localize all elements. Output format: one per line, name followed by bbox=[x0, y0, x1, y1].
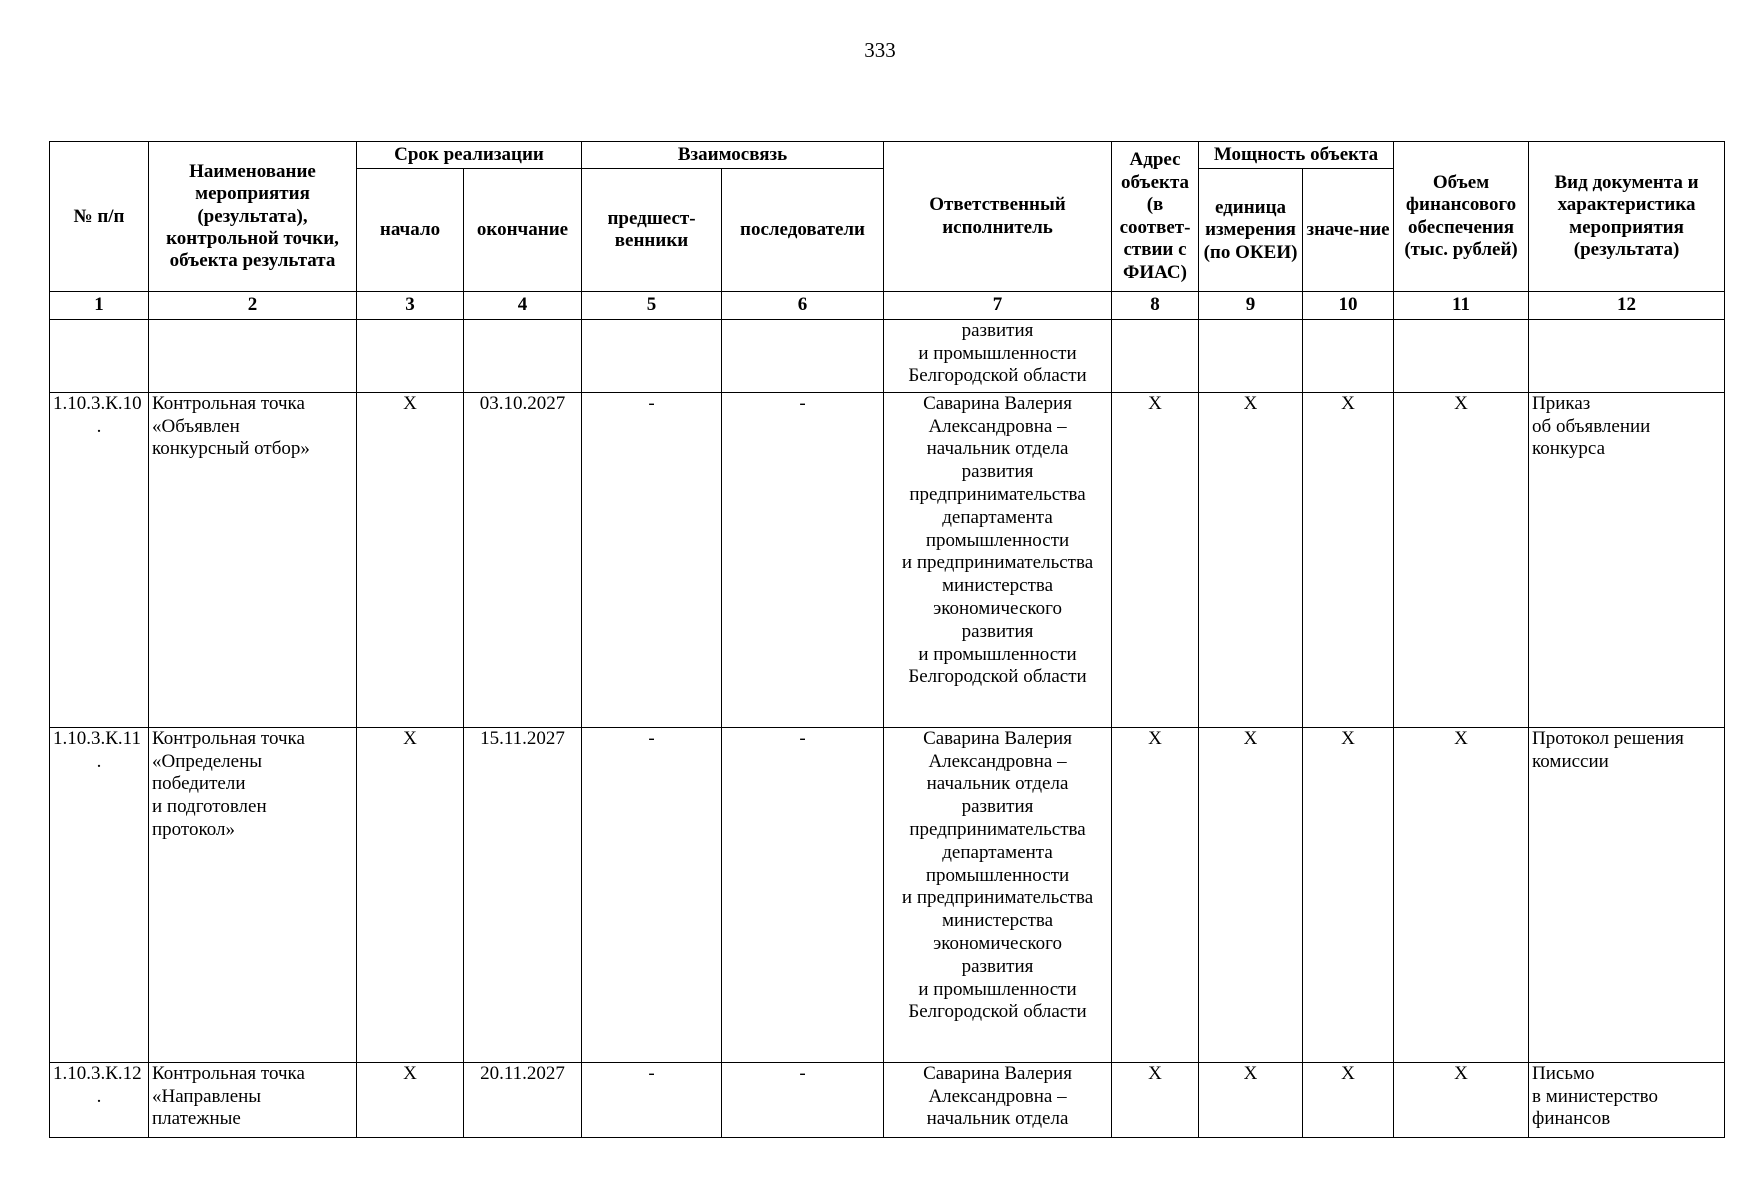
table-row bbox=[50, 1062, 1725, 1137]
header-capacity: Мощность объекта bbox=[1199, 142, 1394, 169]
row-address: X bbox=[1112, 1062, 1199, 1137]
table-row bbox=[50, 392, 1725, 727]
row-prev: - bbox=[582, 392, 722, 727]
row-value: X bbox=[1303, 727, 1394, 1062]
row-start: X bbox=[357, 727, 464, 1062]
row-doc-type: Приказ об объявлении конкурса bbox=[1529, 392, 1725, 727]
row-address bbox=[1112, 319, 1199, 392]
row-value bbox=[1303, 319, 1394, 392]
row-address: X bbox=[1112, 392, 1199, 727]
row-code-cell bbox=[50, 1062, 149, 1137]
column-number: 1 bbox=[50, 292, 149, 319]
row-executor: Саварина Валерия Александровна – начальник отдела развития предпринимательства департамента промышленности и предпринимательства министерства экономического развития и промышленности Белгородской области bbox=[884, 392, 1112, 727]
row-unit bbox=[1199, 319, 1303, 392]
row-start: X bbox=[357, 392, 464, 727]
header-period: Срок реализации bbox=[357, 142, 582, 169]
header-row-group bbox=[50, 142, 1725, 169]
row-end: 03.10.2027 bbox=[464, 392, 582, 727]
header-doc-type: Вид документа и характеристика мероприятия (результата) bbox=[1529, 142, 1725, 292]
header-relation: Взаимосвязь bbox=[582, 142, 884, 169]
row-finance: X bbox=[1394, 392, 1529, 727]
column-number: 4 bbox=[464, 292, 582, 319]
row-next bbox=[722, 319, 884, 392]
row-code-suffix: . bbox=[96, 415, 102, 437]
row-end bbox=[464, 319, 582, 392]
column-number: 8 bbox=[1112, 292, 1199, 319]
row-name: Контрольная точка «Направлены платежные bbox=[149, 1062, 357, 1137]
row-doc-type: Протокол решения комиссии bbox=[1529, 727, 1725, 1062]
column-number: 12 bbox=[1529, 292, 1725, 319]
row-name: Контрольная точка «Определены победители и подготовлен протокол» bbox=[149, 727, 357, 1062]
row-code: 1.10.3.К.11 bbox=[53, 727, 141, 749]
row-value: X bbox=[1303, 392, 1394, 727]
header-capacity-unit: единица измерения (по ОКЕИ) bbox=[1199, 169, 1303, 292]
page-number: 333 bbox=[864, 38, 896, 62]
row-executor: развития и промышленности Белгородской области bbox=[884, 319, 1112, 392]
header-name: Наименование мероприятия (результата), контрольной точки, объекта результата bbox=[149, 142, 357, 292]
header-num: № п/п bbox=[50, 142, 149, 292]
column-number: 9 bbox=[1199, 292, 1303, 319]
row-doc-type: Письмо в министерство финансов bbox=[1529, 1062, 1725, 1137]
header-period-start: начало bbox=[357, 169, 464, 292]
row-code-cell bbox=[50, 727, 149, 1062]
header-finance: Объем финансового обеспечения (тыс. рублей) bbox=[1394, 142, 1529, 292]
table-row bbox=[50, 319, 1725, 392]
row-unit: X bbox=[1199, 392, 1303, 727]
row-code-cell bbox=[50, 392, 149, 727]
column-number: 11 bbox=[1394, 292, 1529, 319]
row-executor: Саварина Валерия Александровна – начальник отдела развития предпринимательства департамента промышленности и предпринимательства министерства экономического развития и промышленности Белгородской области bbox=[884, 727, 1112, 1062]
row-prev: - bbox=[582, 1062, 722, 1137]
row-next: - bbox=[722, 1062, 884, 1137]
row-end: 15.11.2027 bbox=[464, 727, 582, 1062]
column-number: 6 bbox=[722, 292, 884, 319]
header-executor: Ответственный исполнитель bbox=[884, 142, 1112, 292]
row-name: Контрольная точка «Объявлен конкурсный отбор» bbox=[149, 392, 357, 727]
row-next: - bbox=[722, 392, 884, 727]
header-relation-next: последователи bbox=[722, 169, 884, 292]
row-address: X bbox=[1112, 727, 1199, 1062]
column-number: 3 bbox=[357, 292, 464, 319]
row-unit: X bbox=[1199, 1062, 1303, 1137]
row-executor: Саварина Валерия Александровна – начальник отдела bbox=[884, 1062, 1112, 1137]
row-doc-type bbox=[1529, 319, 1725, 392]
row-value: X bbox=[1303, 1062, 1394, 1137]
row-prev bbox=[582, 319, 722, 392]
header-capacity-value: значе-ние bbox=[1303, 169, 1394, 292]
activities-table bbox=[49, 141, 1725, 1138]
row-code-suffix: . bbox=[96, 1085, 102, 1107]
row-unit: X bbox=[1199, 727, 1303, 1062]
header-row-numbers bbox=[50, 292, 1725, 319]
column-number: 10 bbox=[1303, 292, 1394, 319]
table-row bbox=[50, 727, 1725, 1062]
row-prev: - bbox=[582, 727, 722, 1062]
row-finance bbox=[1394, 319, 1529, 392]
header-period-end: окончание bbox=[464, 169, 582, 292]
row-finance: X bbox=[1394, 727, 1529, 1062]
column-number: 7 bbox=[884, 292, 1112, 319]
row-end: 20.11.2027 bbox=[464, 1062, 582, 1137]
column-number: 2 bbox=[149, 292, 357, 319]
row-start: X bbox=[357, 1062, 464, 1137]
header-relation-prev: предшест-венники bbox=[582, 169, 722, 292]
row-code: 1.10.3.К.10 bbox=[53, 392, 142, 414]
header-address: Адрес объекта (в соответ-ствии с ФИАС) bbox=[1112, 142, 1199, 292]
row-code-cell bbox=[50, 319, 149, 392]
row-next: - bbox=[722, 727, 884, 1062]
row-code: 1.10.3.К.12 bbox=[53, 1062, 142, 1084]
row-finance: X bbox=[1394, 1062, 1529, 1137]
row-name bbox=[149, 319, 357, 392]
row-code-suffix: . bbox=[96, 750, 102, 772]
column-number: 5 bbox=[582, 292, 722, 319]
row-start bbox=[357, 319, 464, 392]
